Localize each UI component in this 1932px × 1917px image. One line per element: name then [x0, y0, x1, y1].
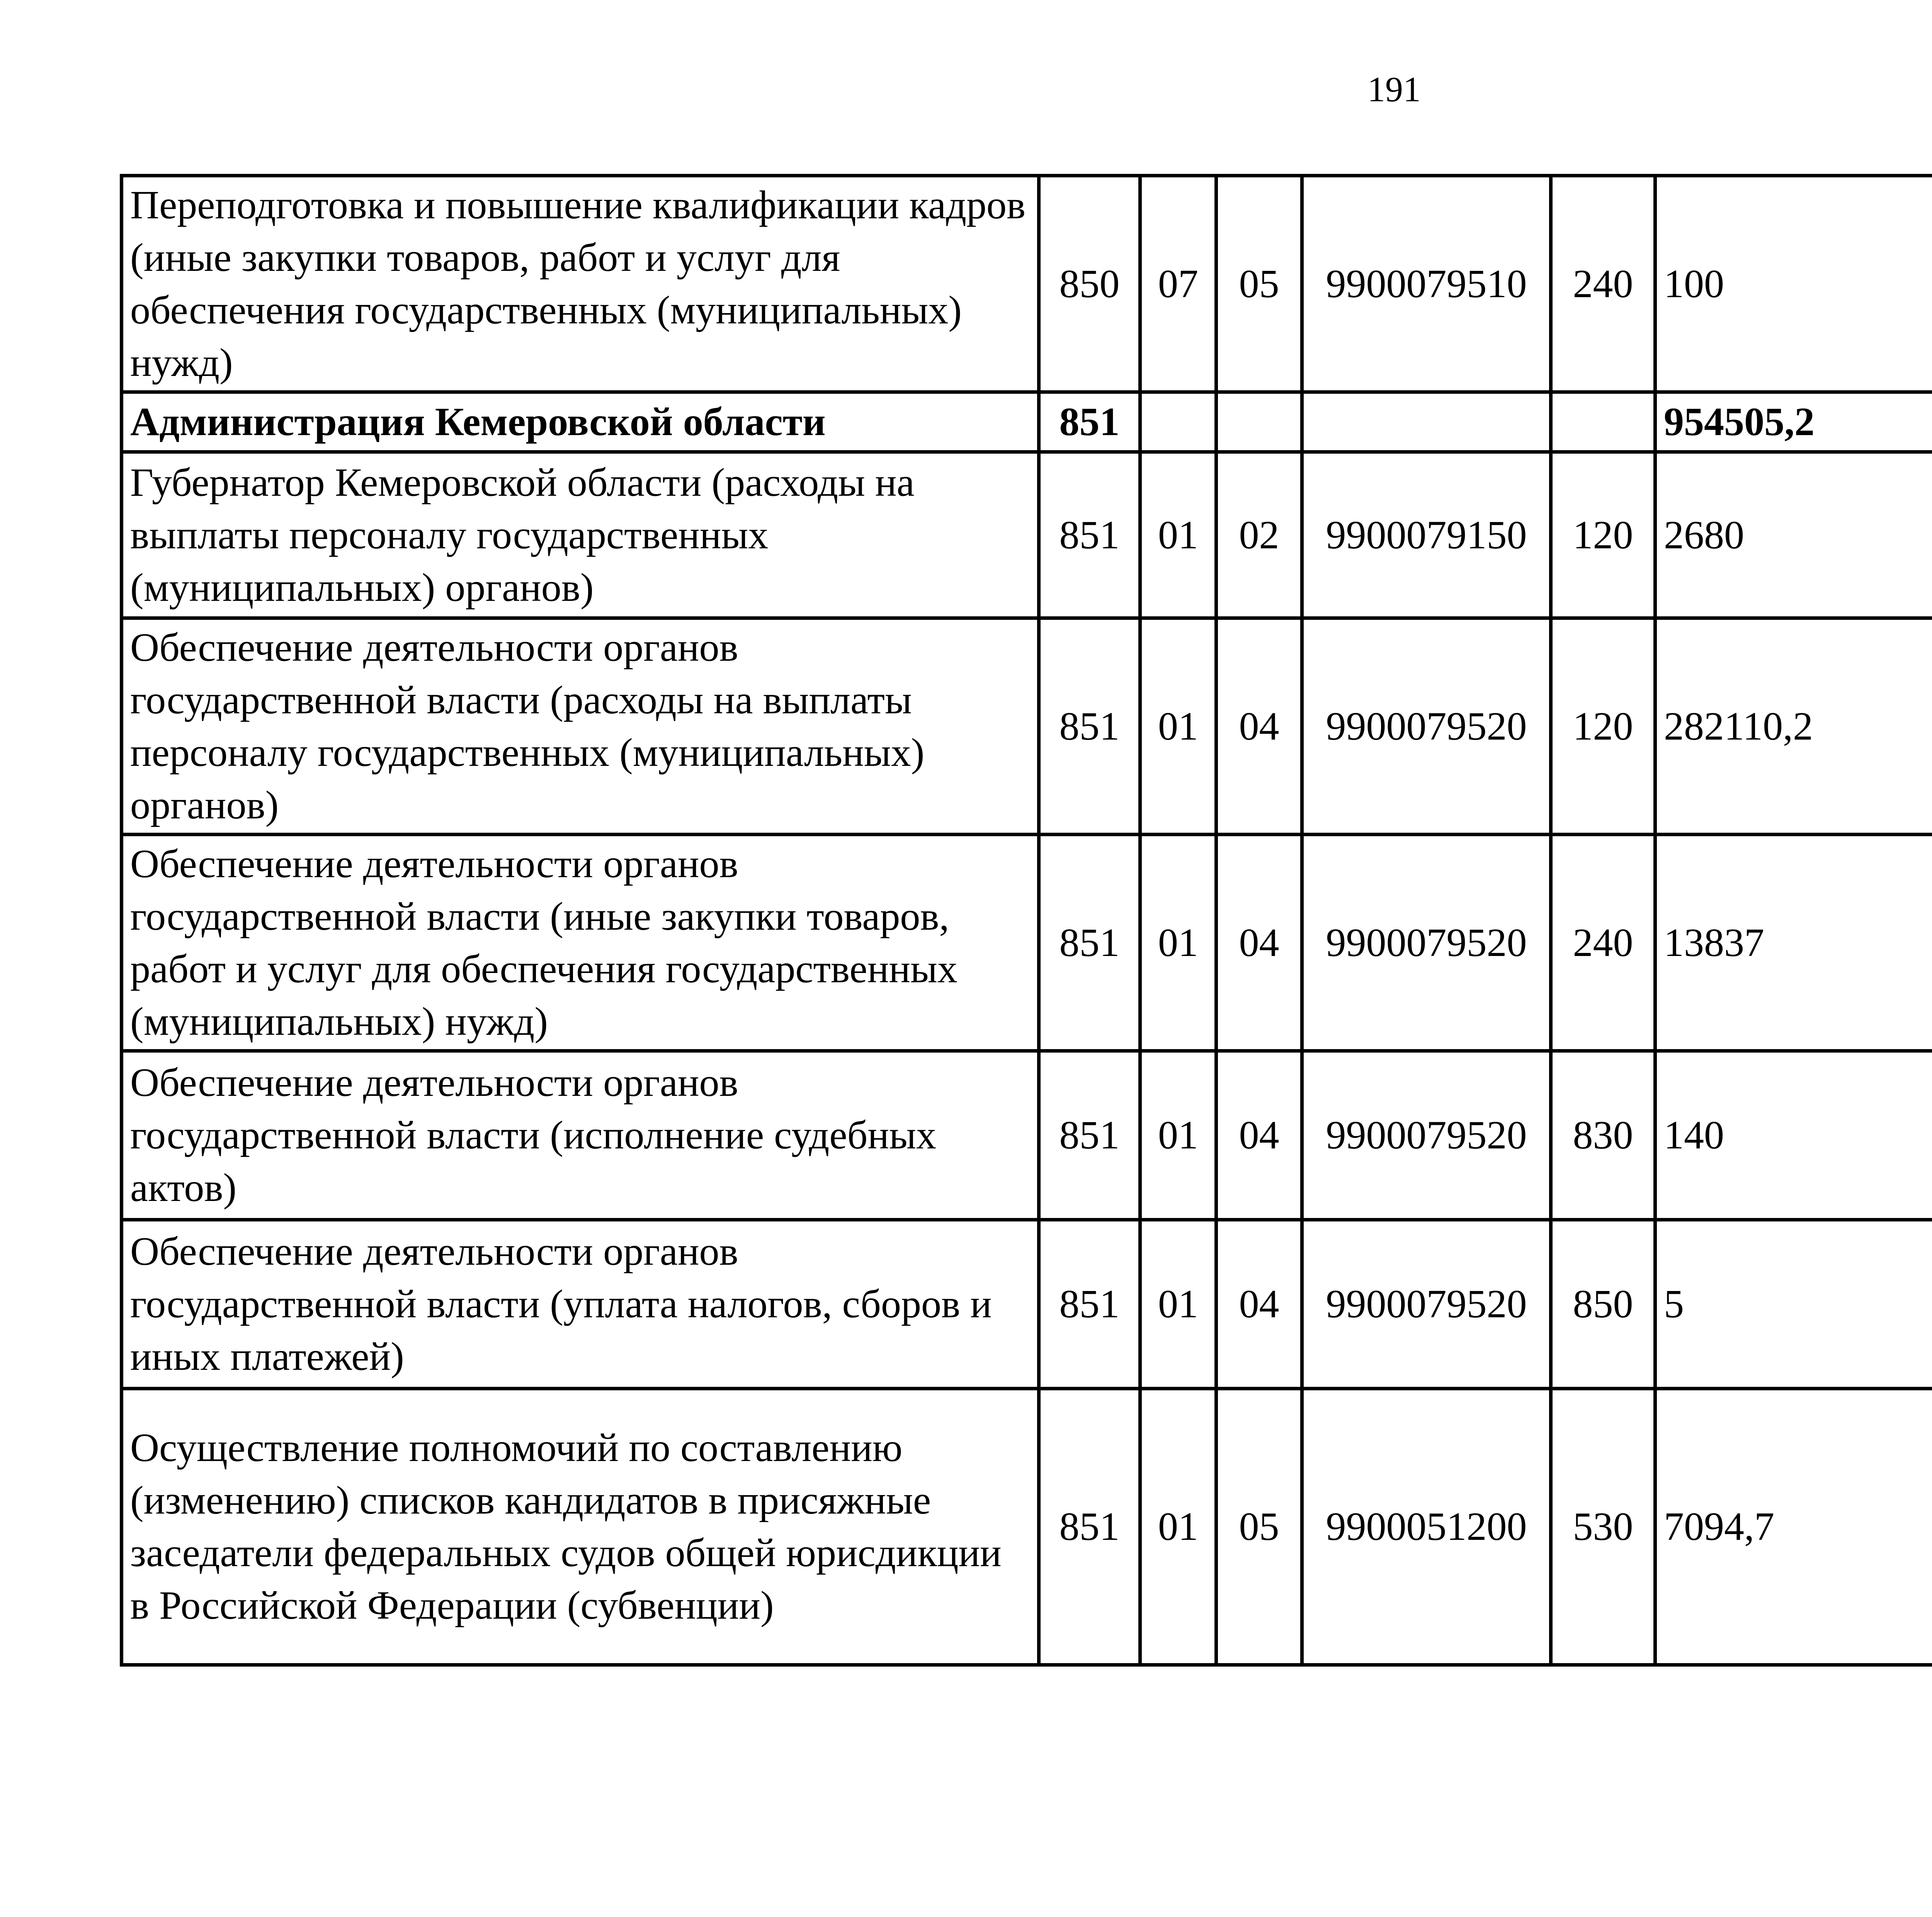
row-description: Переподготовка и повышение квалификации кадров (иные закупки товаров, работ и услуг для обеспечения государственных (муниципальных) нужд) [122, 176, 1039, 392]
expense-type-code: 240 [1551, 176, 1655, 392]
row-description: Осуществление полномочий по составлению (изменению) списков кандидатов в присяжные заседатели федеральных судов общей юрисдикции в Российской Федерации (субвенции) [122, 1389, 1039, 1665]
subsection-code: 04 [1216, 1220, 1302, 1389]
table-row [122, 1051, 1932, 1220]
table-row [122, 452, 1932, 618]
amount-year-1: 2680 [1655, 452, 1932, 618]
target-article-code: 9900079150 [1302, 452, 1551, 618]
amount-year-1: 282110,2 [1655, 618, 1932, 835]
section-code: 01 [1140, 835, 1216, 1051]
amount-year-1: 7094,7 [1655, 1389, 1932, 1665]
section-code [1140, 392, 1216, 452]
table-row [122, 1220, 1932, 1389]
section-code: 01 [1140, 618, 1216, 835]
section-code: 01 [1140, 1389, 1216, 1665]
row-description: Губернатор Кемеровской области (расходы на выплаты персоналу государственных (муниципальных) органов) [122, 452, 1039, 618]
expense-type-code: 530 [1551, 1389, 1655, 1665]
subsection-code: 05 [1216, 176, 1302, 392]
section-code: 01 [1140, 1051, 1216, 1220]
target-article-code [1302, 392, 1551, 452]
expense-type-code: 240 [1551, 835, 1655, 1051]
subsection-code [1216, 392, 1302, 452]
ministry-code: 851 [1039, 1051, 1140, 1220]
row-description: Обеспечение деятельности органов государственной власти (иные закупки товаров, работ и услуг для обеспечения государственных (муниципальных) нужд) [122, 835, 1039, 1051]
row-description: Обеспечение деятельности органов государственной власти (исполнение судебных актов) [122, 1051, 1039, 1220]
amount-year-1: 5 [1655, 1220, 1932, 1389]
row-description: Администрация Кемеровской области [122, 392, 1039, 452]
amount-year-1: 13837 [1655, 835, 1932, 1051]
amount-year-1: 954505,2 [1655, 392, 1932, 452]
ministry-code: 851 [1039, 618, 1140, 835]
budget-table [120, 174, 1932, 1667]
section-code: 01 [1140, 452, 1216, 618]
ministry-code: 851 [1039, 452, 1140, 618]
amount-year-1: 100 [1655, 176, 1932, 392]
ministry-code: 851 [1039, 1389, 1140, 1665]
target-article-code: 9900079520 [1302, 618, 1551, 835]
target-article-code: 9900079520 [1302, 1220, 1551, 1389]
subsection-code: 04 [1216, 835, 1302, 1051]
ministry-code: 850 [1039, 176, 1140, 392]
table-row [122, 618, 1932, 835]
expense-type-code [1551, 392, 1655, 452]
ministry-code: 851 [1039, 1220, 1140, 1389]
expense-type-code: 830 [1551, 1051, 1655, 1220]
table-row [122, 176, 1932, 392]
page-number: 191 [1367, 70, 1421, 109]
target-article-code: 9900079520 [1302, 835, 1551, 1051]
amount-year-1: 140 [1655, 1051, 1932, 1220]
ministry-code: 851 [1039, 392, 1140, 452]
table-row-section-total [122, 392, 1932, 452]
expense-type-code: 120 [1551, 618, 1655, 835]
subsection-code: 04 [1216, 1051, 1302, 1220]
ministry-code: 851 [1039, 835, 1140, 1051]
row-description: Обеспечение деятельности органов государственной власти (расходы на выплаты персоналу государственных (муниципальных) органов) [122, 618, 1039, 835]
section-code: 01 [1140, 1220, 1216, 1389]
subsection-code: 05 [1216, 1389, 1302, 1665]
subsection-code: 02 [1216, 452, 1302, 618]
target-article-code: 9900079510 [1302, 176, 1551, 392]
table-row [122, 835, 1932, 1051]
section-code: 07 [1140, 176, 1216, 392]
row-description: Обеспечение деятельности органов государственной власти (уплата налогов, сборов и иных платежей) [122, 1220, 1039, 1389]
subsection-code: 04 [1216, 618, 1302, 835]
target-article-code: 9900079520 [1302, 1051, 1551, 1220]
expense-type-code: 120 [1551, 452, 1655, 618]
table-row [122, 1389, 1932, 1665]
expense-type-code: 850 [1551, 1220, 1655, 1389]
target-article-code: 9900051200 [1302, 1389, 1551, 1665]
